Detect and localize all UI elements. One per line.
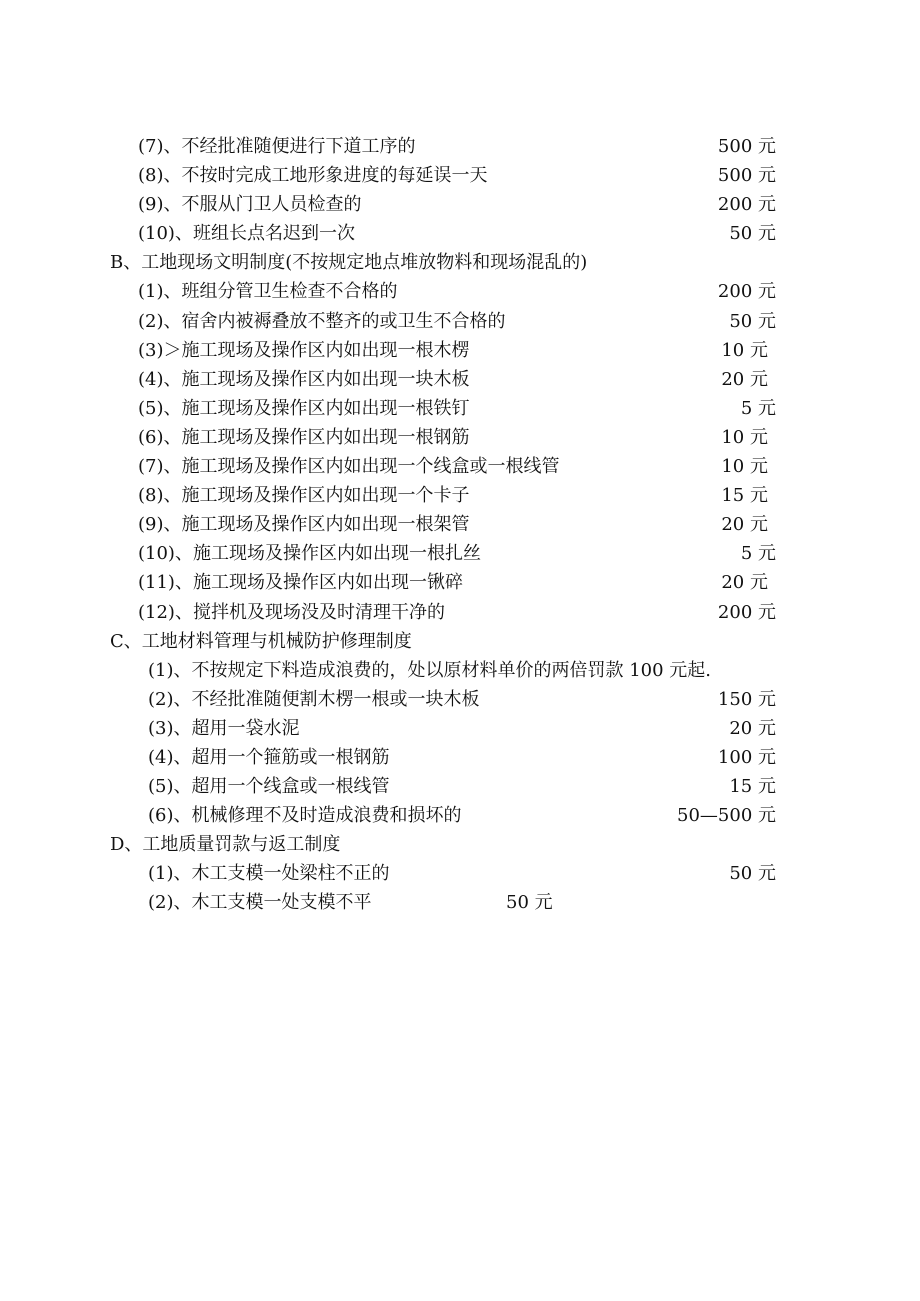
item-text: (2)、木工支模一处支模不平 (148, 892, 372, 914)
item-amount: 15 元 (721, 485, 768, 507)
list-item (0, 423, 920, 452)
item-amount: 10 元 (721, 456, 768, 478)
penalty-list (0, 132, 920, 918)
item-amount: 5 元 (740, 397, 776, 419)
item-text: (8)、施工现场及操作区内如出现一个卡子 (138, 485, 470, 507)
item-amount: 20 元 (721, 572, 768, 594)
item-amount: 200 元 (717, 601, 776, 623)
section-heading-text: D、工地质量罚款与返工制度 (110, 834, 341, 856)
list-item (0, 598, 920, 627)
item-amount: 5 元 (740, 543, 776, 565)
item-amount: 50 元 (729, 223, 776, 245)
list-item (0, 568, 920, 597)
list-item (0, 510, 920, 539)
section-heading-text: C、工地材料管理与机械防护修理制度 (110, 630, 412, 652)
item-text: (3)＞施工现场及操作区内如出现一根木楞 (138, 339, 470, 361)
list-item (0, 714, 920, 743)
item-amount: 50—500 元 (677, 805, 776, 827)
item-text: (10)、施工现场及操作区内如出现一根扎丝 (138, 543, 481, 565)
item-text: (11)、施工现场及操作区内如出现一锹碎 (138, 572, 463, 594)
list-item (0, 394, 920, 423)
item-amount: 500 元 (717, 165, 776, 187)
item-amount: 100 元 (717, 746, 776, 768)
list-item (0, 888, 920, 917)
item-text: (5)、超用一个线盒或一根线管 (148, 776, 390, 798)
item-amount: 50 元 (729, 863, 776, 885)
item-text: (1)、班组分管卫生检查不合格的 (138, 281, 398, 303)
item-text: (1)、木工支模一处梁柱不正的 (148, 863, 390, 885)
list-item (0, 190, 920, 219)
item-text: (4)、超用一个箍筋或一根钢筋 (148, 746, 390, 768)
item-amount: 50 元 (506, 892, 553, 914)
item-text: (6)、机械修理不及时造成浪费和损坏的 (148, 805, 462, 827)
item-text: (3)、超用一袋水泥 (148, 717, 300, 739)
item-amount: 10 元 (721, 339, 768, 361)
item-amount: 15 元 (729, 776, 776, 798)
item-text: (7)、施工现场及操作区内如出现一个线盒或一根线管 (138, 456, 560, 478)
item-text: (5)、施工现场及操作区内如出现一根铁钉 (138, 397, 470, 419)
list-item (0, 277, 920, 306)
section-heading (0, 830, 920, 859)
list-item (0, 656, 920, 685)
item-text: (6)、施工现场及操作区内如出现一根钢筋 (138, 426, 470, 448)
item-text: (2)、不经批准随便割木楞一根或一块木板 (148, 688, 480, 710)
list-item (0, 132, 920, 161)
list-item (0, 801, 920, 830)
item-text: (4)、施工现场及操作区内如出现一块木板 (138, 368, 470, 390)
item-text: (12)、搅拌机及现场没及时清理干净的 (138, 601, 445, 623)
list-item (0, 161, 920, 190)
item-amount: 20 元 (721, 368, 768, 390)
item-amount: 50 元 (729, 310, 776, 332)
item-amount: 20 元 (721, 514, 768, 536)
section-heading-text: B、工地现场文明制度(不按规定地点堆放物料和现场混乱的) (110, 252, 588, 274)
item-amount: 200 元 (717, 194, 776, 216)
item-text: (9)、不服从门卫人员检查的 (138, 194, 362, 216)
list-item (0, 365, 920, 394)
list-item (0, 772, 920, 801)
item-amount: 10 元 (721, 426, 768, 448)
item-amount: 150 元 (717, 688, 776, 710)
list-item (0, 452, 920, 481)
item-amount: 200 元 (717, 281, 776, 303)
list-item (0, 685, 920, 714)
item-amount: 500 元 (717, 136, 776, 157)
item-text: (9)、施工现场及操作区内如出现一根架管 (138, 514, 470, 536)
list-item (0, 336, 920, 365)
section-heading (0, 248, 920, 277)
list-item (0, 743, 920, 772)
item-amount: 20 元 (729, 717, 776, 739)
item-text: (1)、不按规定下料造成浪费的，处以原材料单价的两倍罚款 100 元起. (148, 659, 712, 681)
item-text: (2)、宿舍内被褥叠放不整齐的或卫生不合格的 (138, 310, 506, 332)
list-item (0, 481, 920, 510)
list-item (0, 307, 920, 336)
item-text: (10)、班组长点名迟到一次 (138, 223, 355, 245)
section-heading (0, 627, 920, 656)
item-text: (8)、不按时完成工地形象进度的每延误一天 (138, 165, 488, 187)
list-item (0, 859, 920, 888)
list-item (0, 539, 920, 568)
list-item (0, 219, 920, 248)
item-text: (7)、不经批准随便进行下道工序的 (138, 136, 416, 157)
